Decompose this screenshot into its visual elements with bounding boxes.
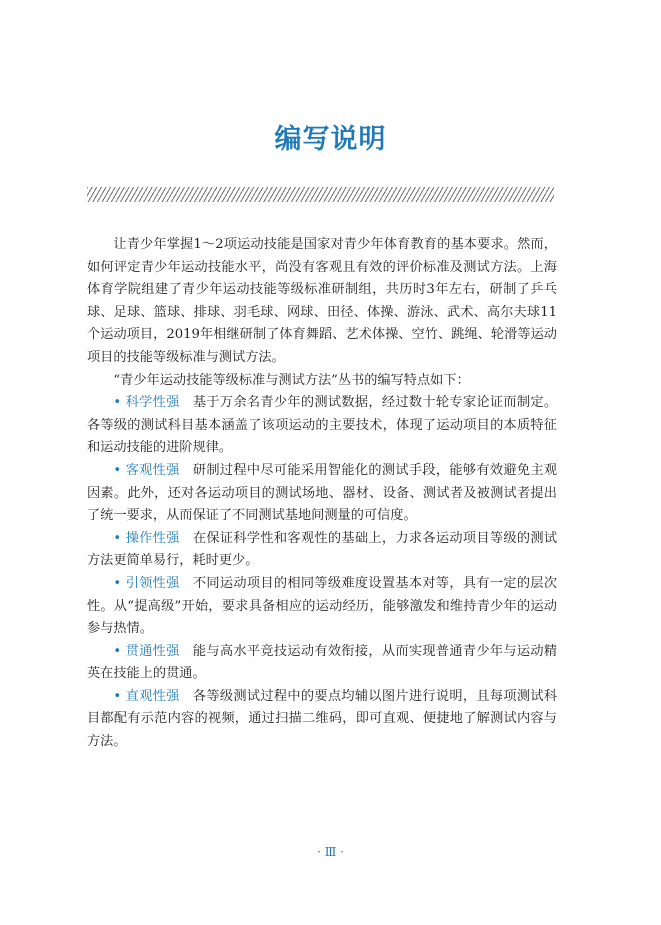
bullet-icon: • xyxy=(113,643,122,659)
bullet-icon: • xyxy=(113,462,122,478)
feature-item xyxy=(87,392,557,460)
feature-item xyxy=(87,528,557,573)
intro-paragraph: 让青少年掌握1～2项运动技能是国家对青少年体育教育的基本要求。然而，如何评定青少年运动技能水平，尚没有客观且有效的评价标准及测试方法。上海体育学院组建了青少年运动技能等级标准研制组，共历时3年左右，研制了乒乓球、足球、篮球、排球、羽毛球、网球、田径、体操、游泳、武术、高尔夫球11个运动项目，2019年相继研制了体育舞蹈、艺术体操、空竹、跳绳、轮滑等运动项目的技能等级标准与测试方法。 xyxy=(87,237,557,365)
page-number: · Ⅲ · xyxy=(317,845,344,859)
feature-item xyxy=(87,641,557,686)
page-title: 编写说明 xyxy=(274,124,387,155)
feature-text: 各等级测试过程中的要点均辅以图片进行说明，且每项测试科目都配有示范内容的视频，通过扫描二维码，即可直观、便捷地了解测试内容与方法。 xyxy=(87,688,558,750)
feature-text: 能与高水平竞技运动有效衔接，从而实现普通青少年与运动精英在技能上的贯通。 xyxy=(87,643,558,682)
feature-item xyxy=(87,686,557,754)
feature-keyword: 贯通性强 xyxy=(125,643,180,659)
feature-text: 在保证科学性和客观性的基础上，力求各运动项目等级的测试方法更简单易行，耗时更少。 xyxy=(87,530,558,569)
bullet-icon: • xyxy=(113,395,122,411)
feature-text: 基于万余名青少年的测试数据，经过数十轮专家论证而制定。各等级的测试科目基本涵盖了该项运动的主要技术，体现了运动项目的本质特征和运动技能的进阶规律。 xyxy=(87,395,558,456)
feature-keyword: 操作性强 xyxy=(125,530,180,546)
bullet-icon: • xyxy=(113,530,122,546)
bullet-icon: • xyxy=(113,575,122,591)
feature-keyword: 引领性强 xyxy=(125,575,180,591)
feature-keyword: 客观性强 xyxy=(125,462,180,478)
hatched-divider xyxy=(87,187,554,202)
bullet-icon: • xyxy=(113,688,122,704)
feature-item xyxy=(87,460,557,528)
feature-keyword: 直观性强 xyxy=(125,688,180,704)
body-text xyxy=(87,234,557,754)
feature-keyword: 科学性强 xyxy=(125,395,180,411)
feature-text: 研制过程中尽可能采用智能化的测试手段，能够有效避免主观因素。此外，还对各运动项目的测试场地、器材、设备、测试者及被测试者提出了统一要求，从而保证了不同测试基地间测量的可信度。 xyxy=(87,462,558,524)
intro-paragraph: “青少年运动技能等级标准与测试方法”丛书的编写特点如下： xyxy=(113,372,470,388)
feature-text: 不同运动项目的相同等级难度设置基本对等，具有一定的层次性。从“提高级”开始，要求具备相应的运动经历，能够激发和维持青少年的运动参与热情。 xyxy=(87,575,558,637)
feature-item xyxy=(87,573,557,641)
